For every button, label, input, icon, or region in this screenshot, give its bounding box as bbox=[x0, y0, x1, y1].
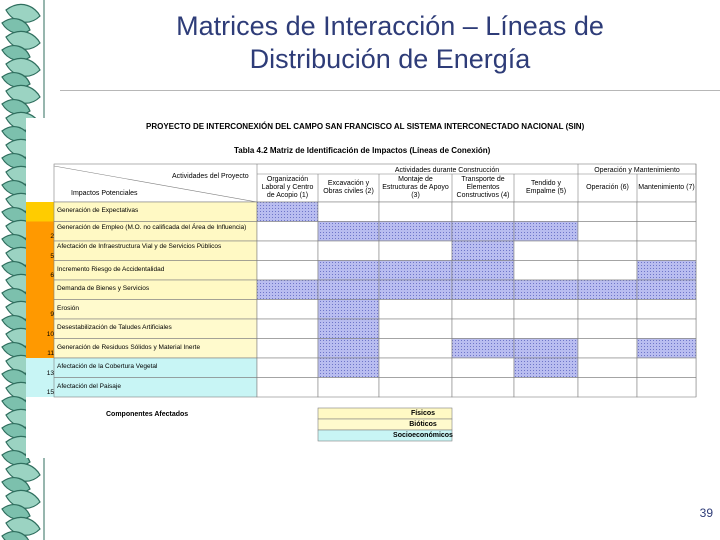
impact-label: Generación de Empleo (M.O. no calificada del Área de Influencia) bbox=[57, 223, 247, 231]
impact-matrix-sheet bbox=[26, 118, 699, 458]
impact-cell-marked bbox=[257, 202, 318, 222]
impact-cell-marked bbox=[514, 358, 578, 378]
impact-cell-empty bbox=[637, 319, 696, 339]
column-header: Transporte de Elementos Constructivos (4) bbox=[456, 176, 510, 199]
impact-cell-marked bbox=[452, 280, 514, 300]
row-strip bbox=[26, 202, 54, 222]
legend-label: Socioeconómicos bbox=[393, 432, 453, 439]
impact-cell-empty bbox=[514, 300, 578, 320]
impact-cell-empty bbox=[379, 339, 452, 359]
title-divider bbox=[60, 90, 720, 91]
impact-cell-empty bbox=[578, 319, 637, 339]
impact-cell-empty bbox=[637, 202, 696, 222]
impact-cell-empty bbox=[514, 202, 578, 222]
impact-cell-marked bbox=[318, 222, 379, 242]
impact-cell-empty bbox=[578, 261, 637, 281]
impact-cell-empty bbox=[514, 261, 578, 281]
impact-cell-marked bbox=[452, 222, 514, 242]
impact-cell-empty bbox=[379, 241, 452, 261]
impact-cell-empty bbox=[578, 358, 637, 378]
impact-cell-empty bbox=[257, 222, 318, 242]
impact-label: Desestabilización de Taludes Artificiales bbox=[57, 324, 172, 331]
slide-title-line1: Matrices de Interacción – Líneas de bbox=[176, 11, 604, 41]
page-number: 39 bbox=[699, 506, 713, 520]
row-number: 2 bbox=[50, 233, 54, 240]
impact-cell-marked bbox=[637, 261, 696, 281]
impact-cell-marked bbox=[379, 222, 452, 242]
slide-title bbox=[60, 10, 720, 76]
impact-label: Erosión bbox=[57, 304, 80, 312]
impact-label: Afectación del Paisaje bbox=[57, 382, 121, 390]
impact-cell-empty bbox=[318, 202, 379, 222]
impact-cell-empty bbox=[578, 241, 637, 261]
impact-cell-empty bbox=[379, 319, 452, 339]
impact-cell-empty bbox=[452, 358, 514, 378]
impact-cell-empty bbox=[452, 202, 514, 222]
impact-cell-empty bbox=[452, 300, 514, 320]
column-header: Organización Laboral y Centro de Acopio (1) bbox=[261, 176, 314, 199]
impact-cell-empty bbox=[257, 241, 318, 261]
legend-label: Bióticos bbox=[409, 421, 437, 428]
impact-cell-empty bbox=[578, 222, 637, 242]
impact-cell-empty bbox=[257, 358, 318, 378]
row-number: 11 bbox=[47, 350, 54, 357]
impact-cell-empty bbox=[452, 378, 514, 398]
impact-cell-empty bbox=[257, 339, 318, 359]
impact-cell-empty bbox=[637, 358, 696, 378]
impact-cell-empty bbox=[257, 378, 318, 398]
impact-cell-marked bbox=[514, 280, 578, 300]
impact-cell-empty bbox=[514, 319, 578, 339]
row-number: 15 bbox=[46, 389, 54, 396]
column-header: Tendido y Empalme (5) bbox=[525, 180, 567, 195]
impact-cell-empty bbox=[514, 241, 578, 261]
impact-cell-empty bbox=[379, 202, 452, 222]
impact-cell-empty bbox=[379, 300, 452, 320]
project-title: PROYECTO DE INTERCONEXIÓN DEL CAMPO SAN FRANCISCO AL SISTEMA INTERCONECTADO NACIONAL (SIN) bbox=[146, 122, 585, 131]
impact-label: Generación de Expectativas bbox=[57, 207, 139, 214]
impact-cell-empty bbox=[452, 319, 514, 339]
row-number: 5 bbox=[50, 252, 54, 260]
impact-cell-empty bbox=[379, 378, 452, 398]
impact-label: Afectación de la Cobertura Vegetal bbox=[57, 363, 158, 370]
group-operation: Operación y Mantenimiento bbox=[594, 167, 680, 174]
column-header: Excavación y Obras civiles (2) bbox=[323, 180, 374, 195]
impact-cell-marked bbox=[637, 339, 696, 359]
impact-cell-marked bbox=[318, 319, 379, 339]
impact-cell-empty bbox=[637, 222, 696, 242]
impact-cell-empty bbox=[379, 358, 452, 378]
impact-label: Afectación de Infraestructura Vial y de Servicios Públicos bbox=[57, 243, 222, 250]
impact-label: Generación de Residuos Sólidos y Material Inerte bbox=[57, 343, 201, 351]
impact-cell-marked bbox=[379, 280, 452, 300]
impact-cell-marked bbox=[452, 261, 514, 281]
impact-cell-empty bbox=[637, 300, 696, 320]
column-header: Mantenimiento (7) bbox=[638, 184, 695, 191]
column-header: Montaje de Estructuras de Apoyo (3) bbox=[382, 176, 449, 199]
impact-cell-empty bbox=[578, 300, 637, 320]
impact-cell-marked bbox=[257, 280, 318, 300]
row-number: 6 bbox=[50, 272, 54, 279]
impact-cell-empty bbox=[514, 378, 578, 398]
impact-cell-empty bbox=[637, 378, 696, 398]
impact-cell-marked bbox=[318, 280, 379, 300]
impact-cell-marked bbox=[379, 261, 452, 281]
impact-cell-empty bbox=[257, 319, 318, 339]
impact-cell-marked bbox=[318, 300, 379, 320]
impact-cell-empty bbox=[578, 339, 637, 359]
impact-cell-marked bbox=[514, 339, 578, 359]
header-impacts: Impactos Potenciales bbox=[71, 190, 138, 197]
legend-title: Componentes Afectados bbox=[106, 411, 189, 418]
impact-cell-empty bbox=[637, 241, 696, 261]
impact-cell-empty bbox=[257, 300, 318, 320]
row-number: 10 bbox=[46, 330, 54, 338]
impact-cell-marked bbox=[452, 339, 514, 359]
group-construction: Actividades durante Construcción bbox=[394, 167, 500, 174]
slide-title-line2: Distribución de Energía bbox=[249, 44, 531, 74]
impact-cell-marked bbox=[637, 280, 696, 300]
table-title: Tabla 4.2 Matriz de Identificación de Impactos (Líneas de Conexión) bbox=[234, 146, 491, 155]
impact-cell-marked bbox=[318, 339, 379, 359]
impact-cell-empty bbox=[318, 241, 379, 261]
impact-cell-marked bbox=[318, 358, 379, 378]
impact-label: Incremento Riesgo de Accidentalidad bbox=[57, 265, 165, 273]
impact-cell-empty bbox=[318, 378, 379, 398]
row-number: 9 bbox=[50, 311, 54, 318]
header-activities: Actividades del Proyecto bbox=[172, 173, 249, 180]
row-strip bbox=[26, 280, 54, 300]
impact-cell-empty bbox=[578, 378, 637, 398]
impact-cell-marked bbox=[578, 280, 637, 300]
impact-cell-marked bbox=[514, 222, 578, 242]
legend-label: Físicos bbox=[410, 410, 436, 417]
column-header: Operación (6) bbox=[586, 184, 629, 191]
impact-cell-empty bbox=[578, 202, 637, 222]
row-number: 13 bbox=[46, 369, 54, 377]
impact-cell-empty bbox=[257, 261, 318, 281]
impact-label: Demanda de Bienes y Servicios bbox=[57, 285, 150, 292]
impact-cell-marked bbox=[318, 261, 379, 281]
impact-cell-marked bbox=[452, 241, 514, 261]
